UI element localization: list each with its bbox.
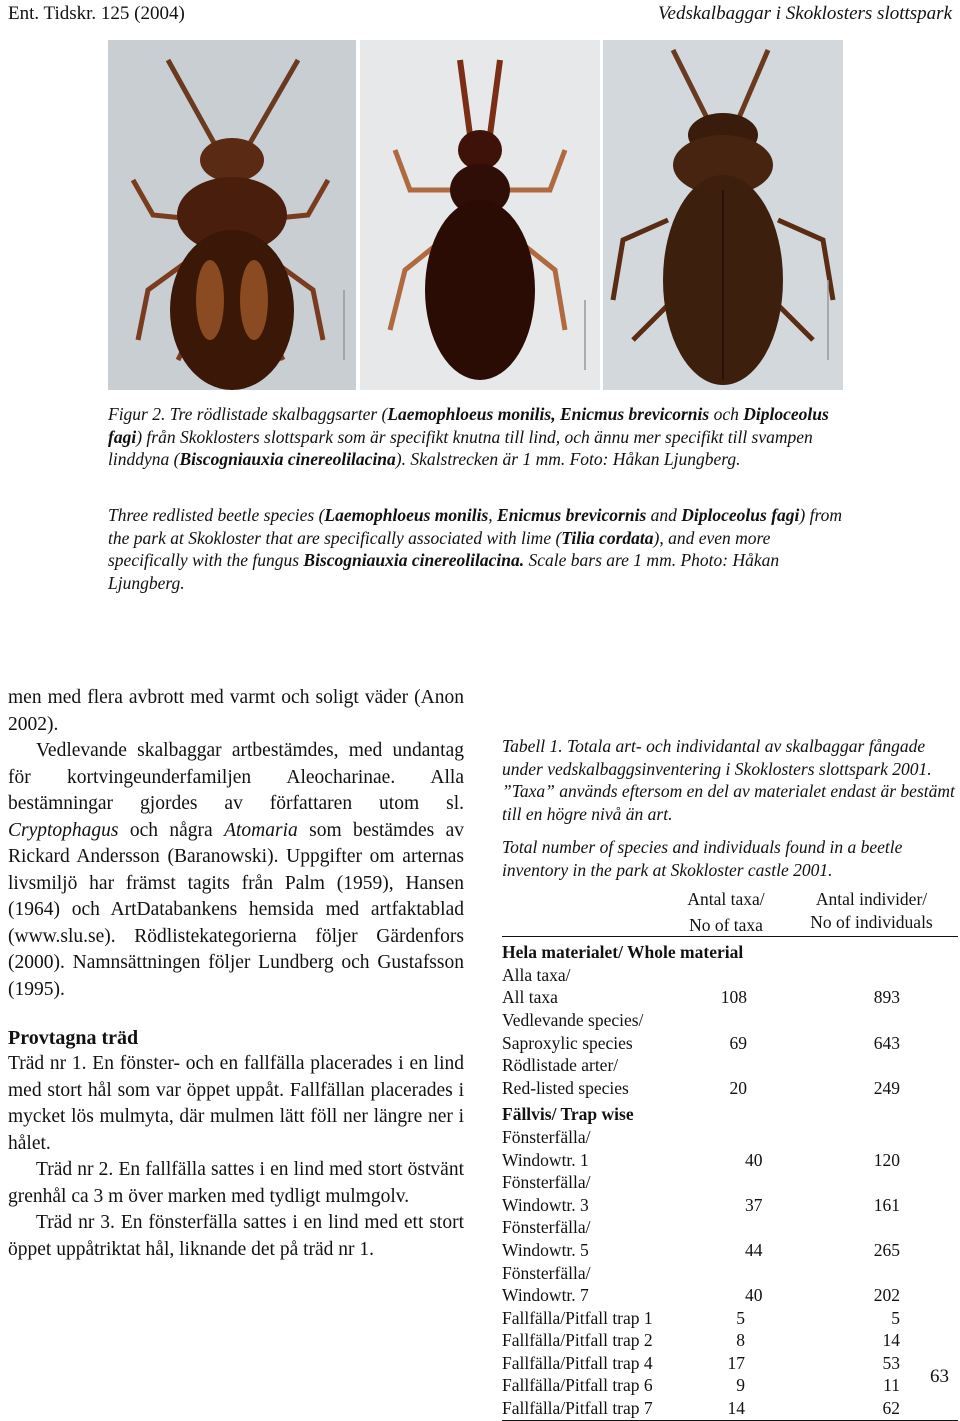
figure-caption-swedish: Figur 2. Tre rödlistade skalbaggsarter (Laemophloeus monilis, Enicmus brevicornis och Diploceolus fagi) från Skoklosters slottspark som är specifikt knutna till lind, och ännu mer specifikt till svampen linddyna (Biscogniauxia cinereolilacina). Skalstrecken är 1 mm. Foto: Håkan Ljungberg. (108, 404, 829, 469)
table-row: Red-listed species 20 249 (502, 1077, 900, 1098)
paragraph: men med flera avbrott med varmt och soligt väder (Anon 2002). (8, 687, 464, 735)
beetle-photo-diploceolus (603, 40, 843, 390)
table-row: Fallfälla/Pitfall trap 2 8 14 (502, 1330, 900, 1351)
table-caption-swedish: Tabell 1. Totala art- och individantal av skalbaggar fångade under vedskalbaggsinventering i Skoklosters slottspark 2001. ”Taxa” används eftersom en del av materialet endast är bestämt till en högre nivå än art. (502, 736, 955, 824)
section-heading: Provtagna träd (8, 1027, 139, 1049)
table-row: Fallfälla/Pitfall trap 4 17 53 (502, 1352, 900, 1373)
column-header: No of individuals (810, 911, 933, 932)
paragraph: Vedlevande skalbaggar artbestämdes, med undantag för kortvingeunderfamiljen Aleocharinae. Alla bestämningar gjordes av författaren utom sl. Cryptophagus och några Atomaria som bestämdes av Rickard Andersson (Baranowski). Uppgifter om arternas livsmiljö har främst tagits från Palm (1959), Hansen (1964) och ArtDatabankens hemsida med artfaktablad (www.slu.se). Rödlistekategorierna följer Gärdenfors (2000). Namnsättningen följer Lundberg och Gustafsson (1995). (8, 740, 464, 1000)
table-section-heading: Hela materialet/ Whole material (502, 942, 744, 963)
table-row: Fönsterfälla/ Windowtr. 1 40 120 (502, 1126, 900, 1170)
table-row-label: Alla taxa/ (502, 964, 571, 985)
table-row: Fallfälla/Pitfall trap 6 9 11 (502, 1375, 900, 1396)
table-row: Fönsterfälla/ Windowtr. 5 44 265 (502, 1217, 900, 1260)
column-header: No of taxa (689, 914, 763, 935)
page-number: 63 (930, 1366, 949, 1387)
beetle-photo-enicmus (360, 40, 600, 390)
paragraph: Träd nr 2. En fallfälla sattes i en lind med stort östvänt grenhål ca 3 m över marken med tydligt mulmgolv. (8, 1159, 464, 1207)
results-table (502, 888, 958, 1421)
body-text-column (8, 685, 464, 1263)
table-row: Fönsterfälla/ Windowtr. 7 40 202 (502, 1262, 900, 1306)
table-row: Fallfälla/Pitfall trap 1 5 5 (502, 1307, 900, 1328)
table-row: All taxa 108 893 (502, 987, 900, 1008)
figure-caption-english: Three redlisted beetle species (Laemophloeus monilis, Enicmus brevicornis and Diploceolus fagi) from the park at Skokloster that are specifically associated with lime (Tilia cordata), and even more specifically with the fungus Biscogniauxia cinereolilacina. Scale bars are 1 mm. Photo: Håkan Ljungberg. (108, 505, 843, 593)
table-row: Fallfälla/Pitfall trap 7 14 62 (502, 1397, 958, 1420)
paragraph: Träd nr 1. En fönster- och en fallfälla placerades i en lind med stort hål som var öppet uppåt. Fallfällan placerades i mycket lös mulmyta, där mulmen lätt föll ner längre ner i hålet. (8, 1053, 464, 1154)
journal-reference: Ent. Tidskr. 125 (2004) (8, 3, 185, 24)
column-header: Antal individer/ (815, 889, 928, 909)
beetle-photo-laemophloeus (108, 40, 356, 390)
column-header: Antal taxa/ (687, 889, 765, 909)
paragraph: Träd nr 3. En fönsterfälla sattes i en lind med ett stort öppet uppåtriktat hål, liknande det på träd nr 1. (8, 1212, 464, 1260)
running-title: Vedskalbaggar i Skoklosters slottspark (658, 3, 952, 24)
table-section-heading: Fällvis/ Trap wise (502, 1104, 634, 1125)
table-row-label: Rödlistade arter/ (502, 1055, 619, 1076)
table-row: Fönsterfälla/ Windowtr. 3 37 161 (502, 1172, 900, 1215)
table-caption-english: Total number of species and individuals found in a beetle inventory in the park at Skokloster castle 2001. (502, 837, 903, 880)
table-row: Saproxylic species 69 643 (502, 1032, 900, 1053)
table-row-label: Vedlevande species/ (502, 1009, 644, 1030)
